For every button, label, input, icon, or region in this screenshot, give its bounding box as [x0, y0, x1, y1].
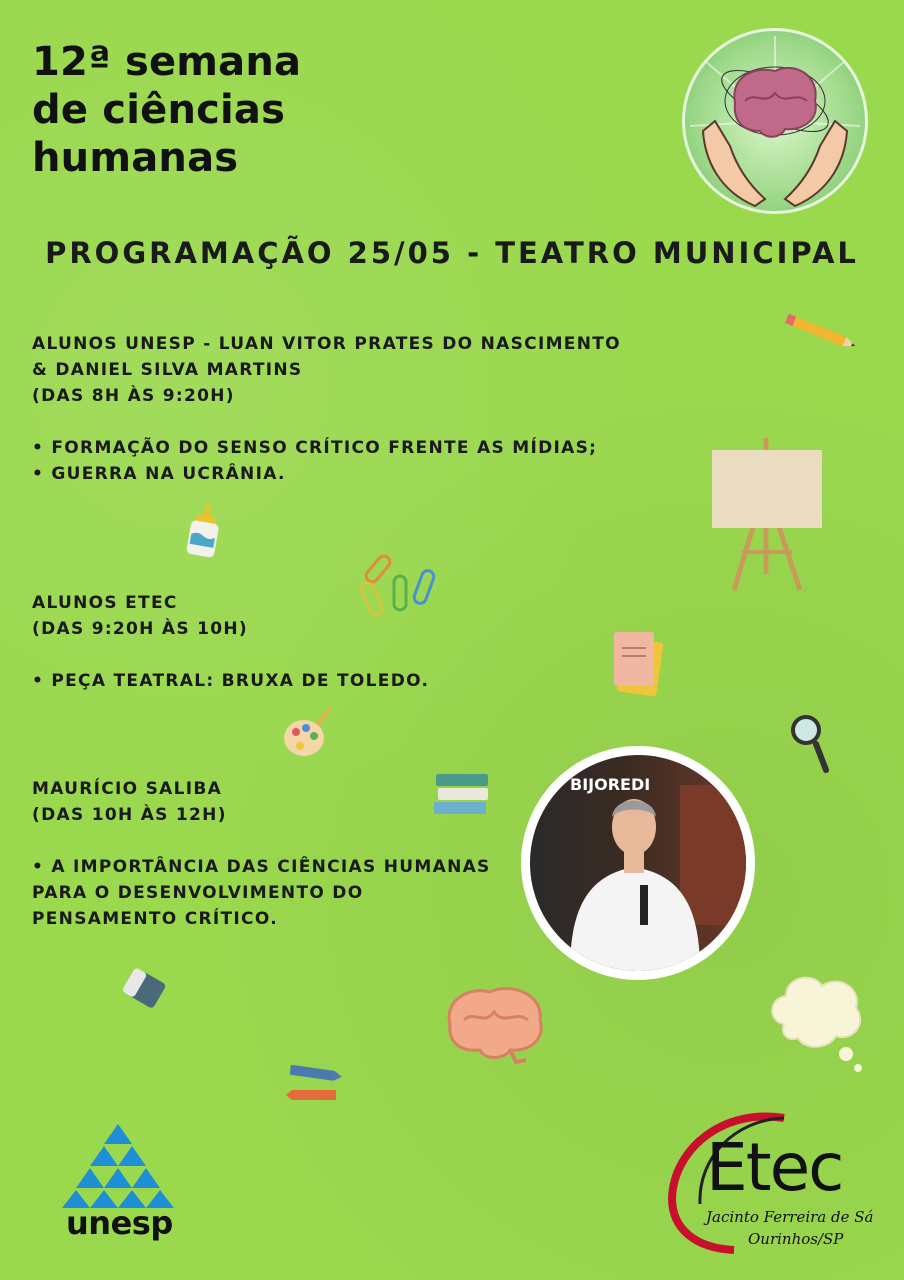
pencil-icon [782, 312, 864, 354]
session-topic: • GUERRA NA UCRÂNIA. [32, 464, 286, 484]
program-subtitle: PROGRAMAÇÃO 25/05 - TEATRO MUNICIPAL [45, 236, 859, 270]
session-speaker: & DANIEL SILVA MARTINS [32, 360, 303, 380]
event-title [32, 38, 301, 182]
paint-palette-icon [282, 704, 334, 762]
session-topic: PENSAMENTO CRÍTICO. [32, 909, 278, 929]
brain-icon [440, 980, 550, 1064]
session-speaker: ALUNOS UNESP - LUAN VITOR PRATES DO NASCIMENTO [32, 334, 621, 354]
session-topic: PARA O DESENVOLVIMENTO DO [32, 883, 364, 903]
unesp-logo-text: unesp [66, 1204, 173, 1242]
event-title-line-2: de ciências [32, 87, 286, 133]
brain-hands-icon [685, 31, 865, 211]
session-time: (DAS 10H ÀS 12H) [32, 805, 227, 825]
session-speaker: MAURÍCIO SALIBA [32, 779, 223, 799]
event-logo [682, 28, 868, 214]
books-stack-icon [430, 768, 494, 818]
notebooks-icon [610, 628, 666, 698]
glue-bottle-icon [184, 502, 224, 560]
photo-banner-text: BIJOREDI [570, 775, 651, 794]
session-topic: • PEÇA TEATRAL: BRUXA DE TOLEDO. [32, 671, 430, 691]
event-title-line-1: 12ª semana [32, 39, 302, 85]
thought-bubble-icon [764, 964, 866, 1074]
speaker-photo [521, 746, 755, 980]
session-topic: • A IMPORTÂNCIA DAS CIÊNCIAS HUMANAS [32, 857, 491, 877]
session-time: (DAS 8H ÀS 9:20H) [32, 386, 235, 406]
session-speaker: ALUNOS ETEC [32, 593, 178, 613]
eraser-icon [118, 964, 170, 1012]
session-time: (DAS 9:20H ÀS 10H) [32, 619, 249, 639]
session-unesp [32, 331, 672, 487]
session-etec [32, 590, 672, 694]
paperclips-icon [358, 550, 440, 624]
event-title-line-3: humanas [32, 135, 239, 181]
unesp-logo-icon [62, 1124, 174, 1208]
session-topic: • FORMAÇÃO DO SENSO CRÍTICO FRENTE AS MÍDIAS; [32, 438, 598, 458]
easel-icon [706, 434, 828, 592]
etec-logo-text: Etec [706, 1129, 843, 1206]
magnifying-glass-icon [790, 714, 832, 774]
speaker-figure-icon [530, 755, 746, 971]
etec-school-name: Jacinto Ferreira de Sá [706, 1208, 874, 1226]
crayons-icon [284, 1062, 346, 1106]
etec-city: Ourinhos/SP [748, 1230, 844, 1248]
